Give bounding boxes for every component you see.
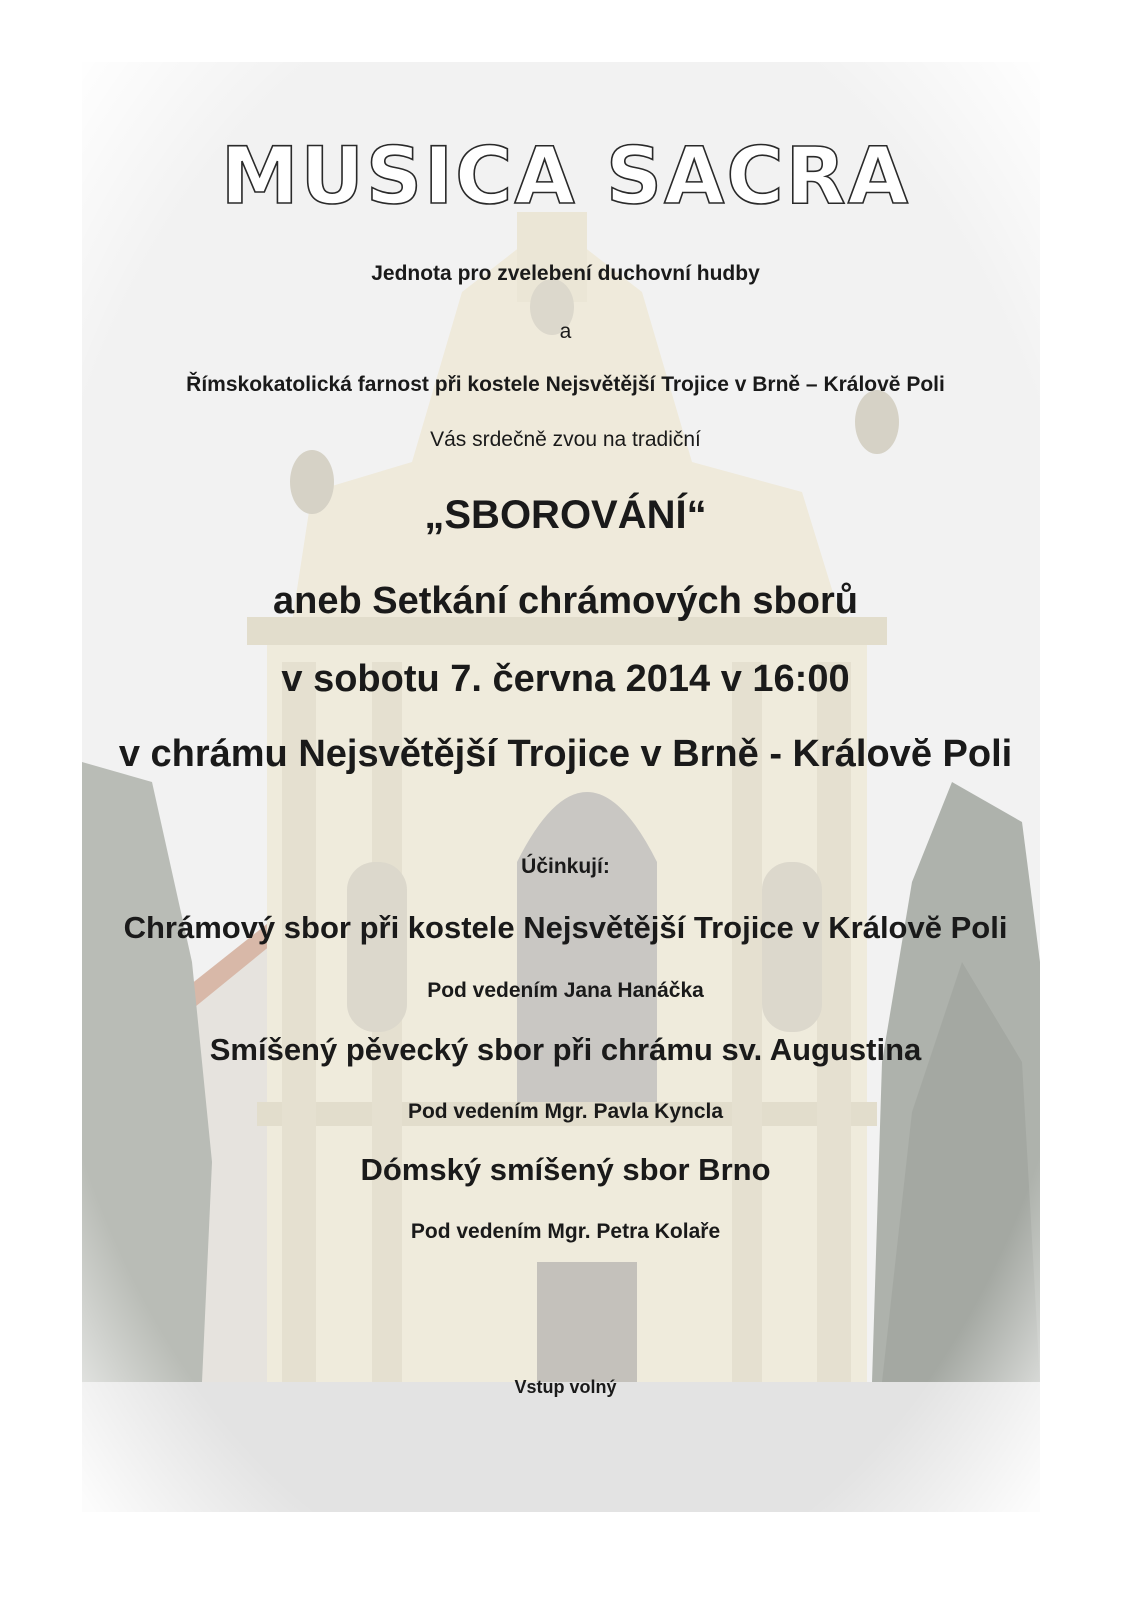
choir-3-conductor: Pod vedením Mgr. Petra Kolaře [410, 1220, 721, 1243]
performers-label: Účinkují: [521, 855, 610, 878]
conjunction: a [559, 320, 572, 343]
organizer-2: Římskokatolická farnost při kostele Nejsvětější Trojice v Brně – Královĕ Poli [186, 373, 945, 396]
choir-2-name: Smíšený pěvecký sbor při chrámu sv. Augustina [209, 1032, 922, 1067]
event-date: v sobotu 7. června 2014 v 16:00 [281, 658, 850, 700]
poster-title: MUSICA SACRA [220, 132, 911, 222]
invitation-text: Vás srdečně zvou na tradiční [430, 428, 701, 451]
organizer-1: Jednota pro zvelebení duchovní hudby [371, 262, 760, 285]
choir-3-name: Dómský smíšený sbor Brno [360, 1152, 771, 1187]
choir-1-name: Chrámový sbor při kostele Nejsvětější Trojice v Královĕ Poli [123, 910, 1008, 945]
choir-1-conductor: Pod vedením Jana Hanáčka [427, 979, 704, 1002]
event-venue: v chrámu Nejsvětější Trojice v Brně - Královĕ Poli [118, 733, 1013, 775]
event-name: „SBOROVÁNÍ“ [424, 493, 707, 537]
admission-note: Vstup volný [514, 1377, 617, 1397]
choir-2-conductor: Pod vedením Mgr. Pavla Kyncla [407, 1100, 724, 1123]
event-subtitle: aneb Setkání chrámových sborů [273, 580, 858, 622]
